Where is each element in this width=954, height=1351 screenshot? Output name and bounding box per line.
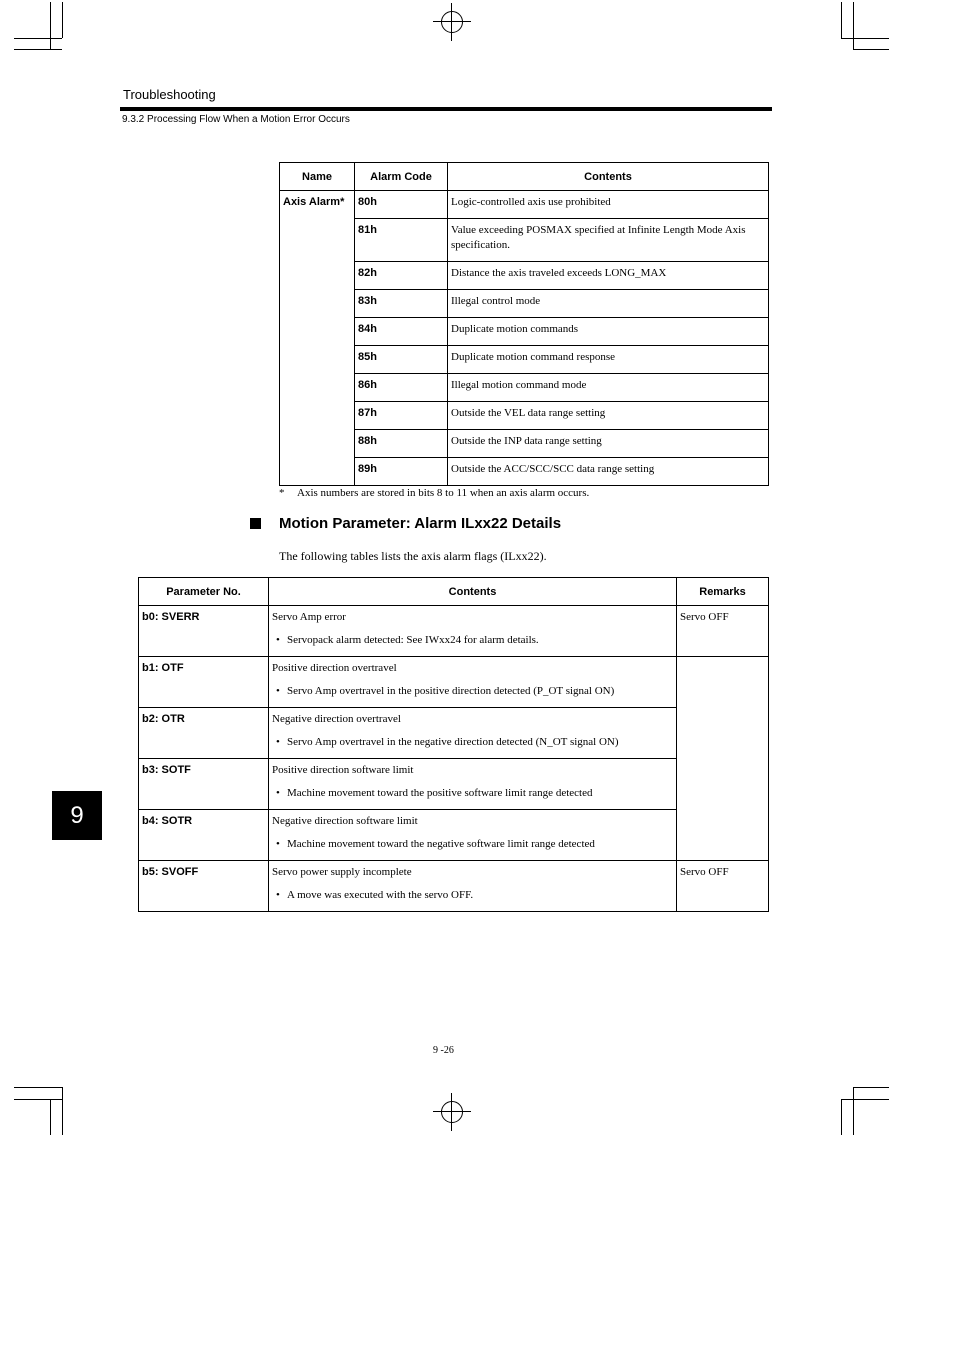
crop-mark [841, 38, 889, 39]
column-header-contents: Contents [448, 163, 769, 191]
table-row [139, 759, 769, 810]
bullet-dot: • [276, 685, 280, 697]
alarm-contents-cell: Value exceeding POSMAX specified at Infinite Length Mode Axis specification. [448, 219, 769, 262]
contents-title: Negative direction overtravel [272, 713, 401, 725]
contents-cell [269, 708, 677, 759]
bullet-dot: • [276, 787, 280, 799]
bullet-text: Machine movement toward the negative software limit range detected [287, 838, 595, 850]
parameter-no-cell: b2: OTR [139, 708, 269, 759]
section-heading: Motion Parameter: Alarm ILxx22 Details [279, 515, 562, 532]
bullet-dot: • [276, 838, 280, 850]
alarm-contents-cell: Outside the INP data range setting [448, 430, 769, 458]
bullet-text: Servopack alarm detected: See IWxx24 for alarm details. [287, 634, 539, 646]
crop-mark [853, 49, 889, 50]
contents-cell [269, 810, 677, 861]
contents-bullet [272, 888, 673, 903]
section-bullet-square [250, 518, 261, 529]
table-header-row [139, 578, 769, 606]
parameter-no-cell: b5: SVOFF [139, 861, 269, 912]
crop-mark [433, 1111, 471, 1112]
alarm-code-cell: 89h [355, 458, 448, 486]
section-intro: The following tables lists the axis alarm flags (ILxx22). [279, 549, 547, 563]
alarm-code-cell: 83h [355, 290, 448, 318]
column-header-remarks: Remarks [677, 578, 769, 606]
contents-cell [269, 606, 677, 657]
running-header-title: Troubleshooting [123, 87, 216, 102]
remarks-cell: Servo OFF [677, 606, 769, 657]
footnote-text: Axis numbers are stored in bits 8 to 11 when an axis alarm occurs. [297, 487, 590, 499]
registration-mark [441, 11, 463, 33]
alarm-flags-table [138, 577, 769, 912]
table-row [139, 606, 769, 657]
bullet-dot: • [276, 634, 280, 646]
contents-cell [269, 861, 677, 912]
remarks-cell [677, 657, 769, 861]
alarm-code-cell: 84h [355, 318, 448, 346]
alarm-code-cell: 86h [355, 374, 448, 402]
alarm-code-cell: 87h [355, 402, 448, 430]
column-header-contents: Contents [269, 578, 677, 606]
page-number: 9 -26 [433, 1045, 454, 1056]
bullet-text: Machine movement toward the positive software limit range detected [287, 787, 593, 799]
running-header-subtitle: 9.3.2 Processing Flow When a Motion Error Occurs [122, 114, 350, 125]
contents-title: Negative direction software limit [272, 815, 418, 827]
bullet-text: A move was executed with the servo OFF. [287, 889, 474, 901]
table-row [139, 708, 769, 759]
crop-mark [14, 1087, 62, 1088]
alarm-contents-cell: Duplicate motion command response [448, 346, 769, 374]
column-header-parameter-no: Parameter No. [139, 578, 269, 606]
contents-title: Servo power supply incomplete [272, 866, 412, 878]
parameter-no-cell: b1: OTF [139, 657, 269, 708]
alarm-code-cell: 81h [355, 219, 448, 262]
crop-mark [433, 21, 471, 22]
registration-mark [441, 1101, 463, 1123]
bullet-text: Servo Amp overtravel in the negative direction detected (N_OT signal ON) [287, 736, 619, 748]
parameter-no-cell: b4: SOTR [139, 810, 269, 861]
alarm-name-cell: Axis Alarm* [280, 191, 355, 486]
crop-mark [841, 1099, 889, 1100]
alarm-contents-cell: Outside the VEL data range setting [448, 402, 769, 430]
footnote-marker: * [279, 487, 285, 499]
bullet-dot: • [276, 889, 280, 901]
crop-mark [451, 3, 452, 41]
axis-alarm-table [279, 162, 769, 486]
footnote [279, 487, 589, 499]
crop-mark [853, 2, 854, 50]
alarm-contents-cell: Logic-controlled axis use prohibited [448, 191, 769, 219]
alarm-code-cell: 85h [355, 346, 448, 374]
remarks-cell: Servo OFF [677, 861, 769, 912]
parameter-no-cell: b0: SVERR [139, 606, 269, 657]
crop-mark [853, 1087, 854, 1135]
header-rule [120, 107, 772, 111]
crop-mark [14, 38, 62, 39]
contents-title: Positive direction overtravel [272, 662, 397, 674]
table-row [139, 861, 769, 912]
table-row [139, 657, 769, 708]
crop-mark [451, 1093, 452, 1131]
contents-bullet [272, 837, 673, 852]
column-header-alarm-code: Alarm Code [355, 163, 448, 191]
alarm-code-cell: 82h [355, 262, 448, 290]
crop-mark [50, 2, 51, 50]
alarm-code-cell: 80h [355, 191, 448, 219]
table-header-row [280, 163, 769, 191]
chapter-tab: 9 [52, 791, 102, 840]
alarm-contents-cell: Outside the ACC/SCC/SCC data range setting [448, 458, 769, 486]
crop-mark [14, 1099, 62, 1100]
alarm-contents-cell: Illegal control mode [448, 290, 769, 318]
table-row [280, 191, 769, 219]
alarm-code-cell: 88h [355, 430, 448, 458]
alarm-contents-cell: Distance the axis traveled exceeds LONG_MAX [448, 262, 769, 290]
crop-mark [841, 2, 842, 38]
contents-bullet [272, 684, 673, 699]
bullet-text: Servo Amp overtravel in the positive direction detected (P_OT signal ON) [287, 685, 615, 697]
crop-mark [62, 2, 63, 38]
contents-bullet [272, 786, 673, 801]
contents-title: Servo Amp error [272, 611, 346, 623]
crop-mark [841, 1099, 842, 1135]
parameter-no-cell: b3: SOTF [139, 759, 269, 810]
contents-bullet [272, 633, 673, 648]
crop-mark [50, 1099, 51, 1135]
contents-bullet [272, 735, 673, 750]
crop-mark [62, 1087, 63, 1135]
crop-mark [14, 49, 62, 50]
alarm-contents-cell: Duplicate motion commands [448, 318, 769, 346]
contents-cell [269, 657, 677, 708]
bullet-dot: • [276, 736, 280, 748]
contents-title: Positive direction software limit [272, 764, 414, 776]
crop-mark [853, 1087, 889, 1088]
contents-cell [269, 759, 677, 810]
alarm-contents-cell: Illegal motion command mode [448, 374, 769, 402]
column-header-name: Name [280, 163, 355, 191]
table-row [139, 810, 769, 861]
